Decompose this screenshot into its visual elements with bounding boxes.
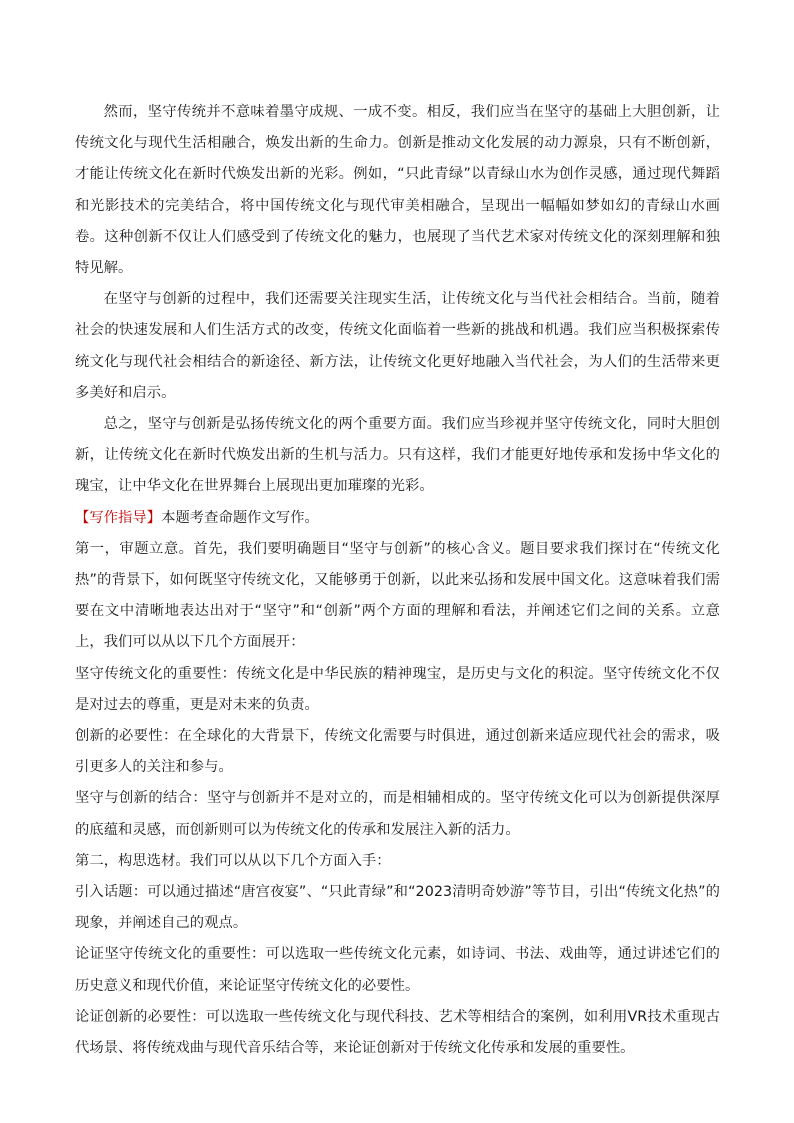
guide-material-innovation-argument: 论证创新的必要性：可以选取一些传统文化与现代科技、艺术等相结合的案例，如利用VR技术重现古代场景、将传统戏曲与现代音乐结合等，来论证创新对于传统文化传承和发展的重要性。 bbox=[75, 1008, 720, 1057]
essay-paragraph-reality: 在坚守与创新的过程中，我们还需要关注现实生活，让传统文化与当代社会相结合。当前，随着社会的快速发展和人们生活方式的改变，传统文化面临着一些新的挑战和机遇。我们应当积极探索传统文化与现代社会相结合的新途径、新方法，让传统文化更好地融入当代社会，为人们的生活带来更多美好和启示。 bbox=[75, 291, 720, 401]
guide-step-topic-analysis: 第一，审题立意。首先，我们要明确题目“坚守与创新”的核心含义。题目要求我们探讨在“传统文化热”的背景下，如何既坚守传统文化，又能够勇于创新，以此来弘扬和发展中国文化。这意味着我们需要在文中清晰地表达出对于“坚守”和“创新”两个方面的理解和看法，并阐述它们之间的关系。立意上，我们可以从以下几个方面展开： bbox=[75, 540, 720, 651]
writing-guide-label: 【写作指导】 bbox=[75, 509, 162, 526]
writing-guide-heading bbox=[75, 503, 720, 534]
essay-paragraph-conclusion: 总之，坚守与创新是弘扬传统文化的两个重要方面。我们应当珍视并坚守传统文化，同时大胆创新，让传统文化在新时代焕发出新的生机与活力。只有这样，我们才能更好地传承和发扬中华文化的瑰宝，让中华文化在世界舞台上展现出更加璀璨的光彩。 bbox=[75, 416, 720, 495]
essay-paragraph-innovation: 然而，坚守传统并不意味着墨守成规、一成不变。相反，我们应当在坚守的基础上大胆创新，让传统文化与现代生活相融合，焕发出新的生命力。创新是推动文化发展的动力源泉，只有不断创新，才能让传统文化在新时代焕发出新的光彩。例如，“只此青绿”以青绿山水为创作灵感，通过现代舞蹈和光影技术的完美结合，将中国传统文化与现代审美相融合，呈现出一幅幅如梦如幻的青绿山水画卷。这种创新不仅让人们感受到了传统文化的魅力，也展现了当代艺术家对传统文化的深刻理解和独特见解。 bbox=[75, 104, 720, 277]
guide-material-introduction: 引入话题：可以通过描述“唐宫夜宴”、“只此青绿”和“2023清明奇妙游”等节目，引出“传统文化热”的现象，并阐述自己的观点。 bbox=[75, 884, 720, 932]
guide-point-combination: 坚守与创新的结合：坚守与创新并不是对立的，而是相辅相成的。坚守传统文化可以为创新提供深厚的底蕴和灵感，而创新则可以为传统文化的传承和发展注入新的活力。 bbox=[75, 790, 720, 838]
writing-guide-intro: 本题考查命题作文写作。 bbox=[161, 509, 319, 526]
guide-point-tradition-importance: 坚守传统文化的重要性：传统文化是中华民族的精神瑰宝，是历史与文化的积淀。坚守传统文化不仅是对过去的尊重，更是对未来的负责。 bbox=[75, 665, 720, 713]
guide-point-innovation-necessity: 创新的必要性：在全球化的大背景下，传统文化需要与时俱进，通过创新来适应现代社会的需求，吸引更多人的关注和参与。 bbox=[75, 728, 720, 776]
document-body bbox=[75, 97, 720, 1064]
guide-step-material-selection: 第二，构思选材。我们可以从以下几个方面入手： bbox=[75, 852, 391, 869]
guide-material-tradition-argument: 论证坚守传统文化的重要性：可以选取一些传统文化元素，如诗词、书法、戏曲等，通过讲述它们的历史意义和现代价值，来论证坚守传统文化的必要性。 bbox=[75, 946, 720, 994]
